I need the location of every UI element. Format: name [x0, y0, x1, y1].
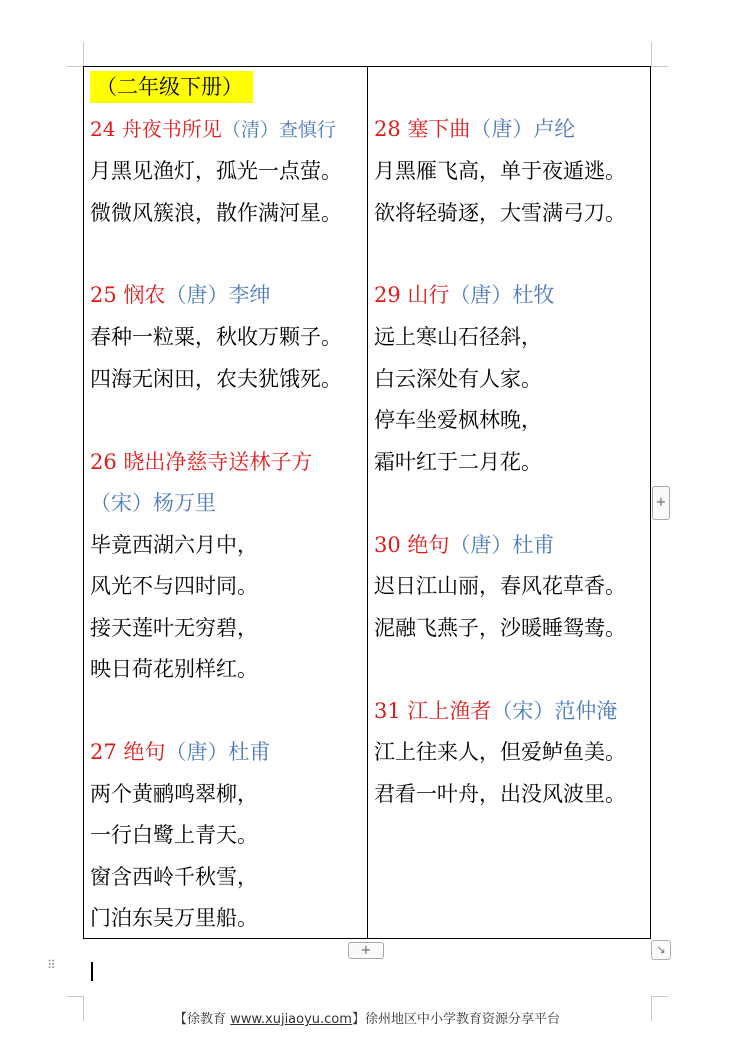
poem-number-title: 26 晓出净慈寺送林子方 — [90, 450, 313, 474]
poem-heading — [90, 116, 336, 143]
poem-number-title: 28 塞下曲 — [374, 117, 471, 141]
poem-number-title: 25 悯农 — [90, 283, 166, 307]
poem-line: 欲将轻骑逐，大雪满弓刀。 — [374, 201, 626, 225]
poem-number-title: 29 山行 — [374, 283, 450, 307]
poem-heading — [90, 739, 270, 765]
poem-line: 两个黄鹂鸣翠柳， — [90, 782, 258, 806]
poem-line: 风光不与四时同。 — [90, 574, 258, 598]
poem-line: 君看一叶舟，出没风波里。 — [374, 782, 626, 806]
poem-heading — [374, 532, 554, 558]
text-cursor — [91, 962, 93, 981]
poem-number-title: 31 江上渔者 — [374, 699, 492, 723]
footer-prefix: 【徐教育 — [174, 1012, 231, 1027]
poem-line: 白云深处有人家。 — [374, 367, 542, 391]
page-footer — [0, 1008, 734, 1027]
poem-heading — [90, 282, 270, 308]
poem-author: （宋）范仲淹 — [491, 699, 618, 723]
poem-line: 毕竟西湖六月中， — [90, 533, 258, 557]
poem-line: 江上往来人，但爱鲈鱼美。 — [374, 740, 626, 764]
poem-heading-author-line — [90, 490, 216, 516]
poem-heading — [374, 698, 617, 724]
column-divider[interactable] — [367, 67, 368, 938]
poem-line: 接天莲叶无穷碧， — [90, 616, 258, 640]
poem-line: 远上寒山石径斜， — [374, 325, 542, 349]
poem-line: 一行白鹭上青天。 — [90, 823, 258, 847]
poem-line: 四海无闲田，农夫犹饿死。 — [90, 367, 342, 391]
poem-author: （清）查慎行 — [221, 119, 336, 141]
poem-number-title: 27 绝句 — [90, 740, 166, 764]
poem-author: （宋）杨万里 — [90, 491, 216, 515]
poem-author: （唐）杜甫 — [165, 740, 271, 764]
poem-line: 门泊东吴万里船。 — [90, 906, 258, 930]
poem-line: 月黑雁飞高，单于夜遁逃。 — [374, 159, 626, 183]
poem-author: （唐）杜牧 — [449, 283, 555, 307]
poem-number-title: 30 绝句 — [374, 533, 450, 557]
poem-table[interactable] — [83, 66, 651, 939]
poem-line: 迟日江山丽，春风花草香。 — [374, 574, 626, 598]
poem-line: 月黑见渔灯，孤光一点萤。 — [90, 159, 342, 183]
footer-suffix: 】徐州地区中小学教育资源分享平台 — [351, 1012, 560, 1027]
poem-line: 霜叶红于二月花。 — [374, 450, 542, 474]
poem-line: 停车坐爱枫林晚， — [374, 408, 542, 432]
poem-line: 窗含西岭千秋雪， — [90, 865, 258, 889]
drag-handle-icon[interactable]: ⠿ — [47, 958, 57, 972]
grade-label: （二年级下册） — [90, 71, 253, 103]
footer-url-link[interactable]: www.xujiaoyu.com — [230, 1012, 352, 1027]
crop-mark-top-left — [67, 42, 84, 67]
poem-heading — [90, 449, 312, 475]
add-column-button[interactable]: + — [652, 486, 670, 520]
poem-line: 微微风簇浪，散作满河星。 — [90, 201, 342, 225]
poem-line: 泥融飞燕子，沙暖睡鸳鸯。 — [374, 616, 626, 640]
poem-author: （唐）卢纶 — [470, 117, 576, 141]
add-row-button[interactable]: + — [348, 942, 384, 959]
poem-line: 春种一粒粟，秋收万颗子。 — [90, 325, 342, 349]
poem-line: 映日荷花别样红。 — [90, 657, 258, 681]
poem-heading — [374, 282, 554, 308]
poem-heading — [374, 116, 575, 142]
crop-mark-top-right — [651, 42, 668, 67]
poem-author: （唐）李绅 — [165, 283, 271, 307]
poem-number-title: 24 舟夜书所见 — [90, 117, 222, 141]
table-resize-icon[interactable]: ↘ — [651, 940, 671, 960]
poem-author: （唐）杜甫 — [449, 533, 555, 557]
